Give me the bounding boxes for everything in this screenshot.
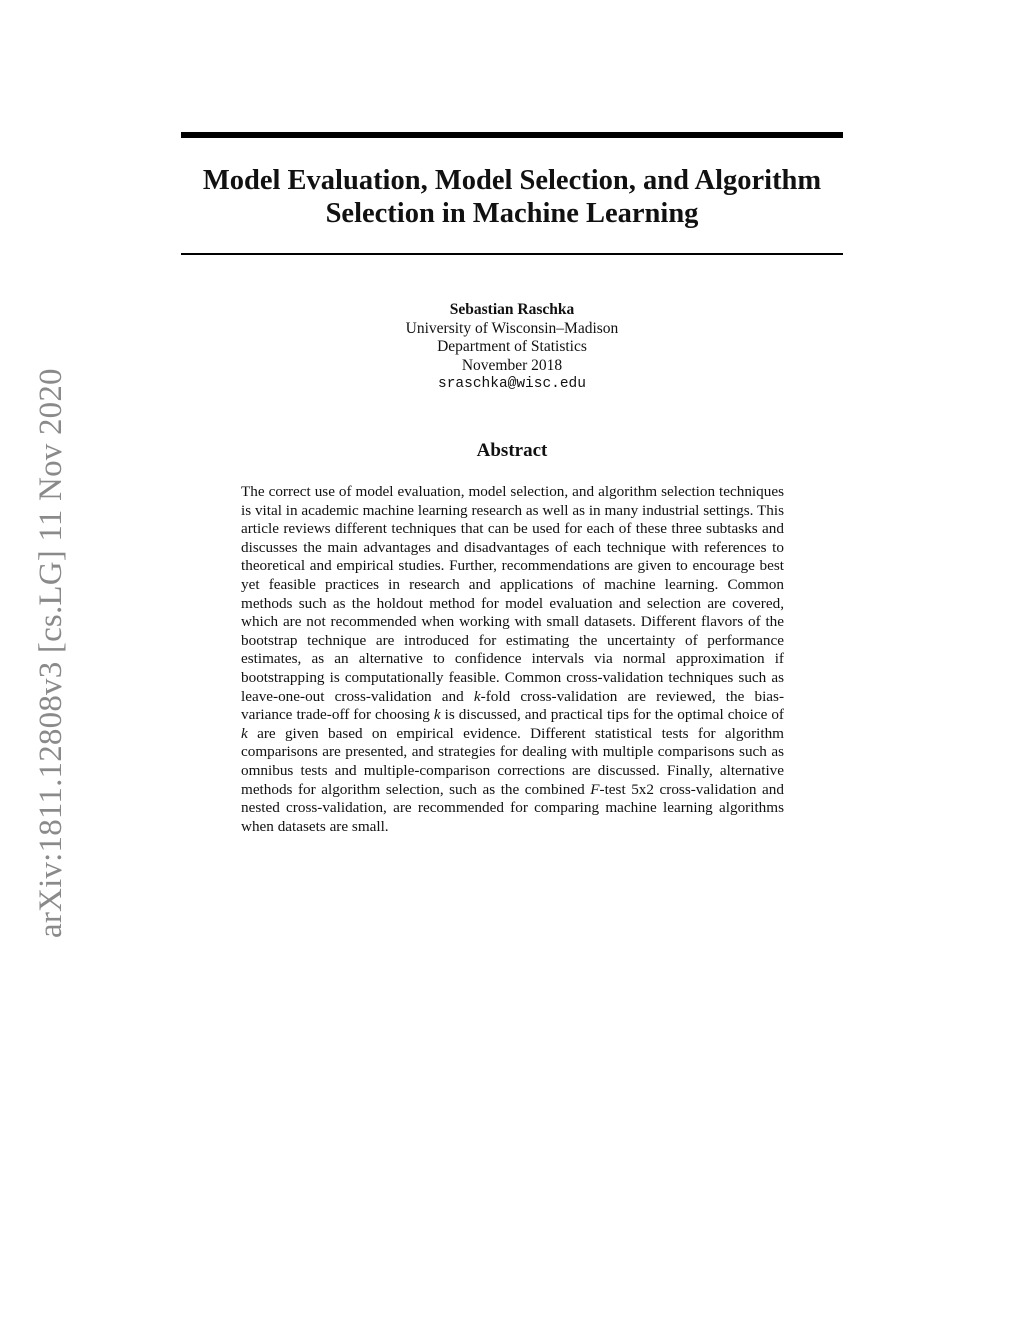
arxiv-side-stamp: arXiv:1811.12808v3 [cs.LG] 11 Nov 2020 — [33, 368, 69, 938]
math-k: k — [241, 724, 248, 742]
paper-title: Model Evaluation, Model Selection, and Algorithm Selection in Machine Learning — [202, 165, 822, 229]
abstract-text-part: are given based on empirical evidence. Different statistical tests for algorithm comparisons are presented, and strategies for dealing with multiple comparisons such as omnibus tests and multiple-comparison corrections are discussed. Finally, alternative methods for algorithm selection, such as the combined — [241, 724, 784, 798]
paper-date: November 2018 — [461, 356, 563, 374]
math-k: k — [473, 687, 481, 705]
abstract-text-part: is discussed, and practical tips for the optimal choice of — [440, 706, 784, 724]
abstract-text-part: The correct use of model evaluation, model selection, and algorithm selection techniques is vital in academic machine learning research as well as in many industrial settings. This article reviews different techniques that can be used for each of these three subtasks and discusses the main advantages and disadvantages of each technique with references to theoretical and empirical studies. Further, recommendations are given to encourage best yet feasible practices in research and applications of machine learning. Common methods such as the holdout method for model evaluation and selection are covered, which are not recommended when working with small datasets. Different flavors of the bootstrap technique are introduced for estimating the uncertainty of performance estimates, as an alternative to confidence intervals via normal approximation if bootstrapping is computationally feasible. Common cross-validation techniques such as leave-one-out cross-validation and — [241, 483, 784, 705]
abstract-text-part: -test 5x2 cross-validation and nested cross-validation, are recommended for comparing machine learning algorithms when datasets are small. — [241, 780, 784, 835]
author-affiliation-university: University of Wisconsin–Madison — [405, 319, 619, 337]
author-email: sraschka@wisc.edu — [438, 376, 586, 392]
math-k: k — [433, 706, 441, 724]
title-top-rule — [181, 132, 843, 138]
abstract-text — [241, 483, 784, 836]
math-F: F — [590, 780, 600, 798]
author-block — [181, 301, 843, 394]
abstract-heading: Abstract — [476, 440, 548, 461]
title-bottom-rule — [181, 253, 843, 255]
abstract-text-part: -fold cross-validation are reviewed, the bias-variance trade-off for choosing — [241, 687, 784, 724]
author-affiliation-department: Department of Statistics — [437, 338, 587, 355]
author-name: Sebastian Raschka — [449, 301, 575, 318]
